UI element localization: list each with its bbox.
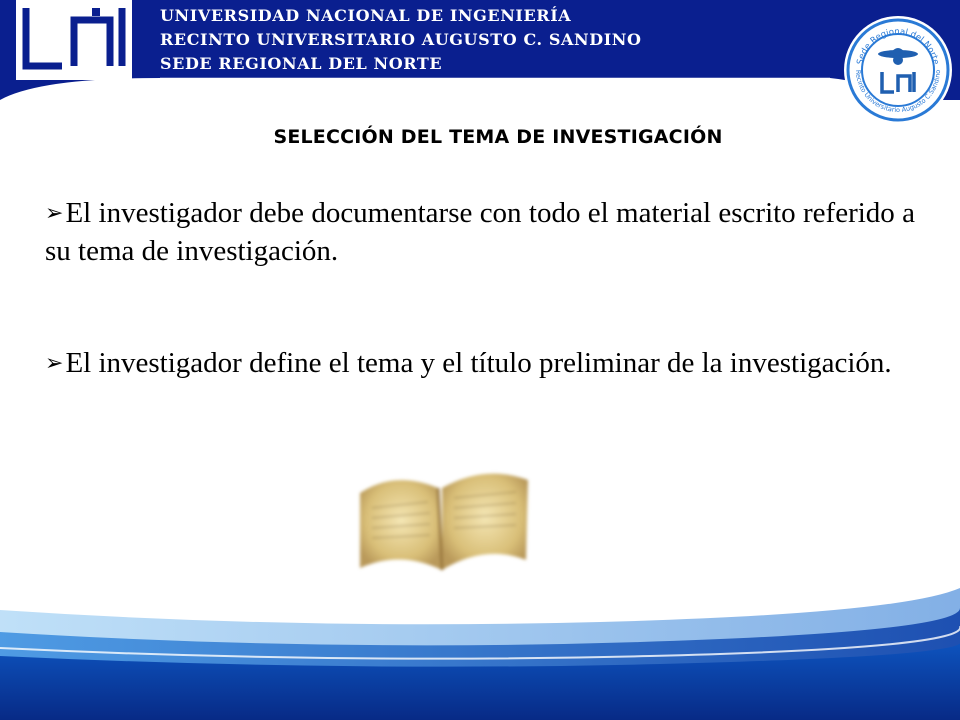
seal-bottom-text: Recinto Universitario Augusto C.Sandino (853, 69, 943, 114)
university-name: UNIVERSIDAD NACIONAL DE INGENIERÍA (160, 6, 572, 25)
uni-logo-icon (16, 0, 132, 80)
bullet-list (45, 194, 915, 382)
arrow-bullet-icon: ➢ (45, 350, 64, 375)
regional-seal-icon (842, 14, 954, 126)
arrow-bullet-icon: ➢ (45, 200, 64, 225)
header-banner (0, 0, 960, 100)
bullet-item (45, 194, 915, 270)
bullet-text: El investigador define el tema y el título preliminar de la investigación. (65, 347, 892, 379)
campus-name: RECINTO UNIVERSITARIO AUGUSTO C. SANDINO (160, 30, 642, 49)
seal-top-text: Sede Regional del Norte (855, 26, 941, 66)
decorative-waves (0, 560, 960, 720)
university-name-block (160, 4, 642, 76)
regional-site-name: SEDE REGIONAL DEL NORTE (160, 54, 443, 73)
slide-title: SELECCIÓN DEL TEMA DE INVESTIGACIÓN (273, 126, 723, 148)
bullet-item (45, 344, 915, 382)
bullet-text: El investigador debe documentarse con todo el material escrito referido a su tema de investigación. (45, 197, 915, 267)
